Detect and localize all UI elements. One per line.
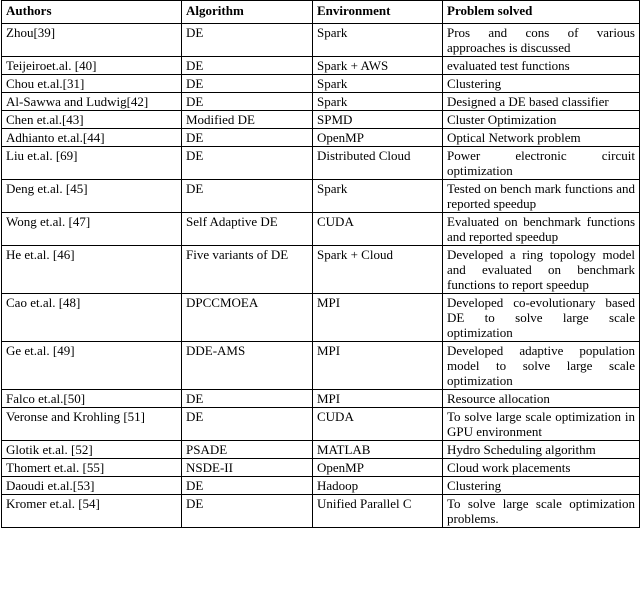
algorithm-cell: DE xyxy=(182,477,313,495)
environment-cell: OpenMP xyxy=(313,129,443,147)
table-row xyxy=(2,477,640,495)
algorithm-cell: DE xyxy=(182,129,313,147)
algorithm-cell: DE xyxy=(182,147,313,180)
table-row xyxy=(2,408,640,441)
table-row xyxy=(2,147,640,180)
algorithm-cell: DE xyxy=(182,75,313,93)
table-row xyxy=(2,213,640,246)
authors-cell: Liu et.al. [69] xyxy=(2,147,182,180)
authors-cell: Teijeiroet.al. [40] xyxy=(2,57,182,75)
problem-cell: Developed co-evolutionary based DE to solve large scale optimization xyxy=(443,294,640,342)
authors-cell: Wong et.al. [47] xyxy=(2,213,182,246)
problem-cell: Hydro Scheduling algorithm xyxy=(443,441,640,459)
authors-cell: Daoudi et.al.[53] xyxy=(2,477,182,495)
authors-cell: Deng et.al. [45] xyxy=(2,180,182,213)
header-algorithm: Algorithm xyxy=(182,1,313,24)
environment-cell: MPI xyxy=(313,390,443,408)
table-row xyxy=(2,246,640,294)
problem-cell: Developed a ring topology model and evaluated on benchmark functions to report speedup xyxy=(443,246,640,294)
environment-cell: SPMD xyxy=(313,111,443,129)
table-row xyxy=(2,111,640,129)
algorithm-cell: Modified DE xyxy=(182,111,313,129)
environment-cell: MPI xyxy=(313,294,443,342)
algorithm-cell: DE xyxy=(182,24,313,57)
table-row xyxy=(2,294,640,342)
environment-cell: Hadoop xyxy=(313,477,443,495)
table-row xyxy=(2,129,640,147)
authors-cell: Falco et.al.[50] xyxy=(2,390,182,408)
problem-cell: Optical Network problem xyxy=(443,129,640,147)
table-row xyxy=(2,441,640,459)
environment-cell: MATLAB xyxy=(313,441,443,459)
table-row xyxy=(2,180,640,213)
table-row xyxy=(2,495,640,528)
algorithm-cell: DE xyxy=(182,408,313,441)
literature-table xyxy=(1,0,640,528)
algorithm-cell: NSDE-II xyxy=(182,459,313,477)
environment-cell: CUDA xyxy=(313,213,443,246)
environment-cell: Unified Parallel C xyxy=(313,495,443,528)
problem-cell: Cluster Optimization xyxy=(443,111,640,129)
problem-cell: Clustering xyxy=(443,477,640,495)
environment-cell: Spark xyxy=(313,75,443,93)
algorithm-cell: DE xyxy=(182,180,313,213)
authors-cell: Chou et.al.[31] xyxy=(2,75,182,93)
algorithm-cell: DDE-AMS xyxy=(182,342,313,390)
problem-cell: Power electronic circuit optimization xyxy=(443,147,640,180)
algorithm-cell: DPCCMOEA xyxy=(182,294,313,342)
environment-cell: Spark xyxy=(313,93,443,111)
header-authors: Authors xyxy=(2,1,182,24)
table-row xyxy=(2,75,640,93)
header-problem-solved: Problem solved xyxy=(443,1,640,24)
table-body xyxy=(2,24,640,528)
algorithm-cell: DE xyxy=(182,93,313,111)
problem-cell: Evaluated on benchmark functions and reported speedup xyxy=(443,213,640,246)
environment-cell: Distributed Cloud xyxy=(313,147,443,180)
authors-cell: Glotik et.al. [52] xyxy=(2,441,182,459)
table-row xyxy=(2,57,640,75)
authors-cell: Chen et.al.[43] xyxy=(2,111,182,129)
problem-cell: Cloud work placements xyxy=(443,459,640,477)
problem-cell: Designed a DE based classifier xyxy=(443,93,640,111)
problem-cell: To solve large scale optimization in GPU environment xyxy=(443,408,640,441)
authors-cell: Ge et.al. [49] xyxy=(2,342,182,390)
problem-cell: Pros and cons of various approaches is discussed xyxy=(443,24,640,57)
authors-cell: Adhianto et.al.[44] xyxy=(2,129,182,147)
algorithm-cell: DE xyxy=(182,495,313,528)
algorithm-cell: DE xyxy=(182,390,313,408)
environment-cell: CUDA xyxy=(313,408,443,441)
table-row xyxy=(2,24,640,57)
environment-cell: Spark + Cloud xyxy=(313,246,443,294)
authors-cell: Al-Sawwa and Ludwig[42] xyxy=(2,93,182,111)
problem-cell: To solve large scale optimization problems. xyxy=(443,495,640,528)
authors-cell: Thomert et.al. [55] xyxy=(2,459,182,477)
environment-cell: OpenMP xyxy=(313,459,443,477)
problem-cell: evaluated test functions xyxy=(443,57,640,75)
table-row xyxy=(2,390,640,408)
table-row xyxy=(2,93,640,111)
problem-cell: Clustering xyxy=(443,75,640,93)
authors-cell: He et.al. [46] xyxy=(2,246,182,294)
problem-cell: Tested on bench mark functions and reported speedup xyxy=(443,180,640,213)
environment-cell: Spark xyxy=(313,180,443,213)
authors-cell: Veronse and Krohling [51] xyxy=(2,408,182,441)
authors-cell: Cao et.al. [48] xyxy=(2,294,182,342)
authors-cell: Kromer et.al. [54] xyxy=(2,495,182,528)
problem-cell: Developed adaptive population model to solve large scale optimization xyxy=(443,342,640,390)
problem-cell: Resource allocation xyxy=(443,390,640,408)
environment-cell: Spark xyxy=(313,24,443,57)
environment-cell: MPI xyxy=(313,342,443,390)
algorithm-cell: Five variants of DE xyxy=(182,246,313,294)
table-row xyxy=(2,342,640,390)
header-row xyxy=(2,1,640,24)
authors-cell: Zhou[39] xyxy=(2,24,182,57)
table-row xyxy=(2,459,640,477)
algorithm-cell: Self Adaptive DE xyxy=(182,213,313,246)
environment-cell: Spark + AWS xyxy=(313,57,443,75)
algorithm-cell: DE xyxy=(182,57,313,75)
header-environment: Environment xyxy=(313,1,443,24)
algorithm-cell: PSADE xyxy=(182,441,313,459)
